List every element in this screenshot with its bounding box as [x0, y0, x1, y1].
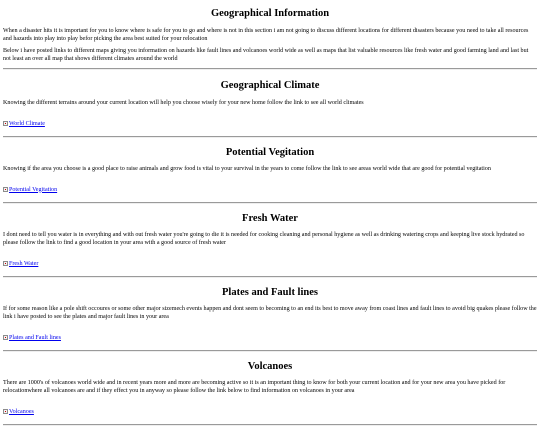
- broken-image-icon: [3, 121, 8, 126]
- section-paragraph: If for some reason like a pole shift occoures or some other major sizemech events happen and dont seem to becoming to an end its best to move away from coast lines and fault lines to avoid big quakes please follow the link i have posted to see the plates and major fault lines in your area: [3, 306, 537, 320]
- broken-image-icon: [3, 261, 8, 266]
- section-title-plates-and-fault-lines: Plates and Fault lines: [222, 287, 318, 298]
- plates-and-fault-lines-link[interactable]: [3, 334, 61, 342]
- volcanoes-link[interactable]: [3, 408, 34, 416]
- section-title-fresh-water: Fresh Water: [242, 213, 298, 224]
- section-title-geographical-information: Geographical Information: [210, 8, 330, 19]
- section-paragraph: Knowing if the area you choose is a good place to raise animals and grow food is vital to your survival in the years to come follow the link to see areas world wide that are good for potential vegitation: [3, 166, 491, 172]
- section-paragraph: I dont need to tell you water is in everything and with out fresh water you're going to die it is needed for cooking cleaning and personal hygiene as well as drinking watering crops and keeping live stock hydrated so please follow the link to find a good location in your area with a good source of fresh water: [3, 232, 525, 246]
- potential-vegitation-link[interactable]: [3, 186, 57, 194]
- section-title-potential-vegitation: Potential Vegitation: [225, 147, 315, 158]
- broken-image-icon: [3, 409, 8, 414]
- section-title-volcanoes: Volcanoes: [247, 361, 293, 372]
- section-paragraph: When a disaster hits it is important for you to know where is safe for you to go and where is not in this section i am not going to discuss different locations for different disasters because you need to take all resources and hazards into play into play befor picking the area best suited for your relocation: [3, 28, 529, 42]
- fresh-water-link-label: Fresh Water: [9, 260, 39, 267]
- fresh-water-link[interactable]: [3, 260, 38, 268]
- potential-vegitation-link-label: Potential Vegitation: [9, 186, 58, 193]
- section-paragraph: Knowing the different terrains around your current location will help you choose wisely for your new home follow the link to see all world climates: [3, 100, 364, 106]
- plates-and-fault-lines-link-label: Plates and Fault lines: [9, 334, 61, 341]
- broken-image-icon: [3, 335, 8, 340]
- volcanoes-link-label: Volcanoes: [9, 408, 34, 415]
- broken-image-icon: [3, 187, 8, 192]
- section-title-geographical-climate: Geographical Climate: [220, 80, 320, 91]
- section-paragraph: There are 1000's of volcanoes world wide and in recent years more and more are becoming active so it is an important thing to know for both your current location and for your new area you have picked for relocationwhere all volcanoes are and if they effect you in anyway so please follow the link below to find information on volcanoes in your area: [3, 380, 506, 394]
- world-climate-link-label: World Climate: [9, 120, 45, 127]
- section-paragraph: Below i have posted links to different maps giving you information on hazards like fault lines and volcanoes world wide as well as maps that list valuable resources like fresh water and good farming land and last but not least an over all map that shows different climates around the world: [3, 48, 529, 62]
- world-climate-link[interactable]: [3, 120, 45, 128]
